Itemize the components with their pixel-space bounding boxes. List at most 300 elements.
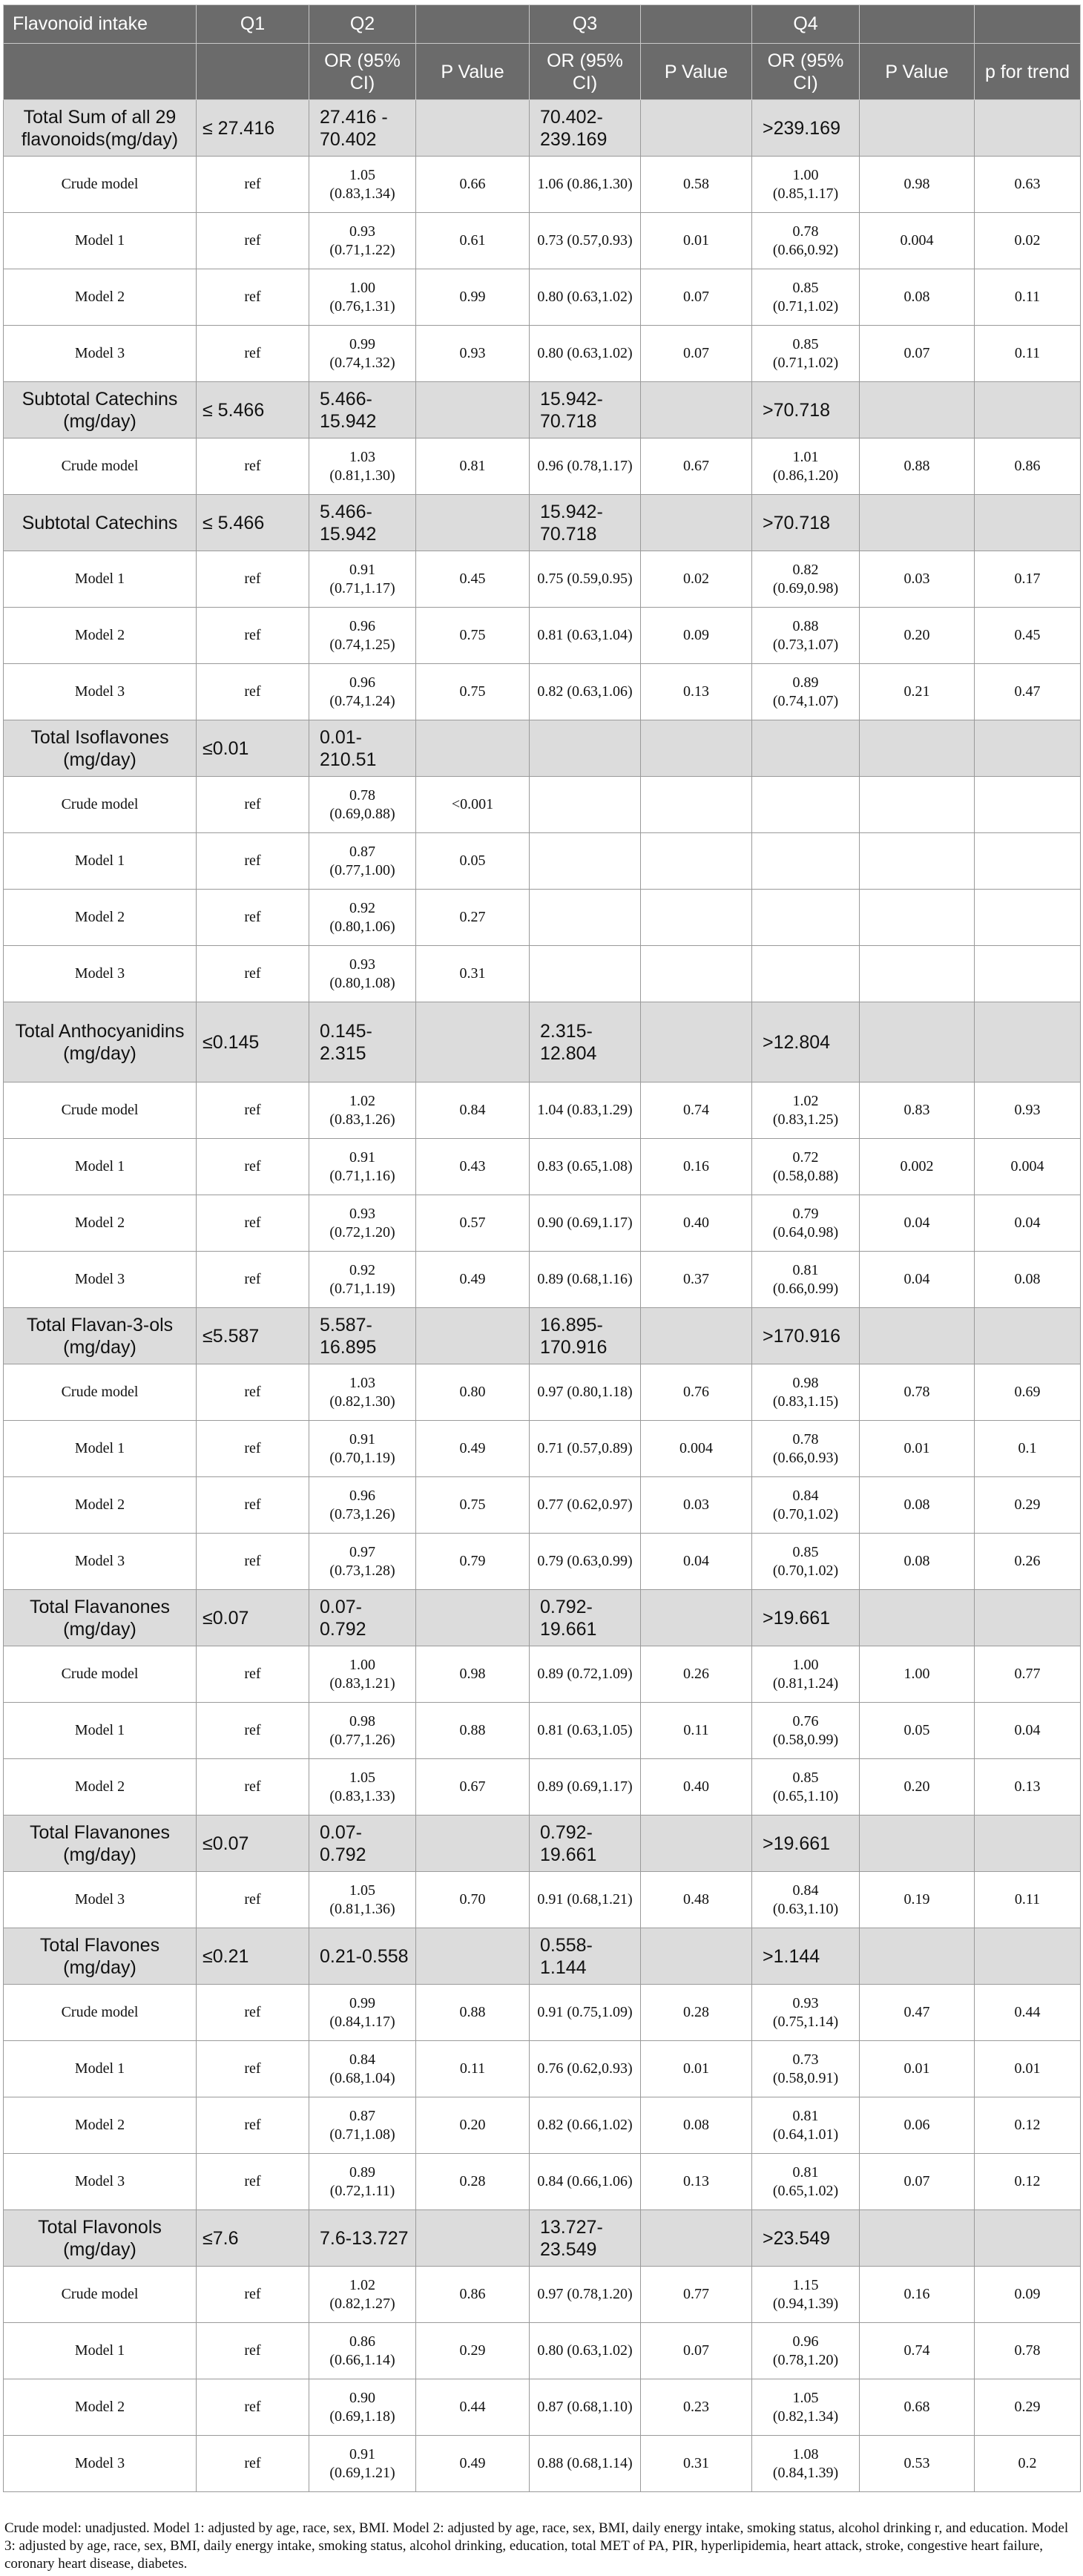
section-q3-or: 0.792- 19.661 bbox=[530, 1590, 641, 1646]
cell-q2-p: 0.45 bbox=[416, 551, 530, 608]
section-q4-or: >1.144 bbox=[752, 1928, 860, 1985]
cell-q4-or: 0.73 (0.58,0.91) bbox=[752, 2041, 860, 2097]
table-row bbox=[4, 664, 1081, 720]
cell-label: Model 3 bbox=[4, 326, 197, 382]
cell-p-trend: 0.08 bbox=[975, 1252, 1081, 1308]
cell-q2-or: 0.86 (0.66,1.14) bbox=[309, 2323, 416, 2379]
cell-q1: ref bbox=[197, 1477, 309, 1534]
section-row bbox=[4, 2210, 1081, 2267]
cell-p-trend: 0.69 bbox=[975, 1364, 1081, 1421]
section-q2-or: 0.07- 0.792 bbox=[309, 1816, 416, 1872]
cell-q3-or: 0.71 (0.57,0.89) bbox=[530, 1421, 641, 1477]
cell-q2-p: 0.11 bbox=[416, 2041, 530, 2097]
cell-label: Model 2 bbox=[4, 1195, 197, 1252]
cell-p-trend: 0.11 bbox=[975, 1872, 1081, 1928]
cell-label: Crude model bbox=[4, 1364, 197, 1421]
cell-q1: ref bbox=[197, 326, 309, 382]
header-q4-p: P Value bbox=[860, 44, 975, 100]
cell-q4-p: 0.47 bbox=[860, 1985, 975, 2041]
cell-q3-p: 0.07 bbox=[641, 269, 752, 326]
cell-label: Crude model bbox=[4, 1082, 197, 1139]
cell-q2-p: 0.75 bbox=[416, 1477, 530, 1534]
cell-label: Model 3 bbox=[4, 1252, 197, 1308]
cell-q3-or: 0.97 (0.78,1.20) bbox=[530, 2267, 641, 2323]
cell-q1: ref bbox=[197, 1985, 309, 2041]
section-q2-p bbox=[416, 2210, 530, 2267]
cell-q4-p: 1.00 bbox=[860, 1646, 975, 1703]
cell-q2-or: 1.05 (0.81,1.36) bbox=[309, 1872, 416, 1928]
cell-q2-p: <0.001 bbox=[416, 777, 530, 833]
section-q3-or: 15.942- 70.718 bbox=[530, 495, 641, 551]
cell-q4-or bbox=[752, 777, 860, 833]
cell-q4-or: 1.15 (0.94,1.39) bbox=[752, 2267, 860, 2323]
cell-p-trend: 0.77 bbox=[975, 1646, 1081, 1703]
header-q4-blank bbox=[860, 5, 975, 44]
cell-q1: ref bbox=[197, 2379, 309, 2436]
section-q1: ≤ 27.416 bbox=[197, 100, 309, 157]
cell-q2-p: 0.49 bbox=[416, 2436, 530, 2492]
table-row bbox=[4, 1477, 1081, 1534]
cell-p-trend: 0.12 bbox=[975, 2097, 1081, 2154]
cell-q4-p: 0.19 bbox=[860, 1872, 975, 1928]
table-row bbox=[4, 213, 1081, 269]
cell-p-trend: 0.78 bbox=[975, 2323, 1081, 2379]
section-q4-p bbox=[860, 2210, 975, 2267]
cell-q2-p: 0.20 bbox=[416, 2097, 530, 2154]
cell-q2-or: 0.96 (0.73,1.26) bbox=[309, 1477, 416, 1534]
cell-q3-or: 0.88 (0.68,1.14) bbox=[530, 2436, 641, 2492]
cell-label: Model 1 bbox=[4, 1703, 197, 1759]
cell-q1: ref bbox=[197, 777, 309, 833]
cell-q4-or: 0.98 (0.83,1.15) bbox=[752, 1364, 860, 1421]
section-q1: ≤0.01 bbox=[197, 720, 309, 777]
header-flavonoid-intake: Flavonoid intake bbox=[4, 5, 197, 44]
cell-q3-or: 0.89 (0.69,1.17) bbox=[530, 1759, 641, 1816]
cell-p-trend: 0.17 bbox=[975, 551, 1081, 608]
cell-q2-or: 0.99 (0.84,1.17) bbox=[309, 1985, 416, 2041]
cell-q2-p: 0.28 bbox=[416, 2154, 530, 2210]
cell-q1: ref bbox=[197, 551, 309, 608]
cell-q4-or: 0.72 (0.58,0.88) bbox=[752, 1139, 860, 1195]
cell-q3-p: 0.58 bbox=[641, 157, 752, 213]
cell-q2-p: 0.88 bbox=[416, 1703, 530, 1759]
section-q4-p bbox=[860, 1002, 975, 1082]
cell-p-trend: 0.13 bbox=[975, 1759, 1081, 1816]
table-row bbox=[4, 438, 1081, 495]
cell-p-trend: 0.47 bbox=[975, 664, 1081, 720]
cell-q4-or: 1.02 (0.83,1.25) bbox=[752, 1082, 860, 1139]
cell-p-trend: 0.45 bbox=[975, 608, 1081, 664]
cell-q3-or: 0.81 (0.63,1.04) bbox=[530, 608, 641, 664]
cell-q4-or: 0.85 (0.70,1.02) bbox=[752, 1534, 860, 1590]
cell-q1: ref bbox=[197, 2436, 309, 2492]
table-row bbox=[4, 1872, 1081, 1928]
cell-q2-p: 0.80 bbox=[416, 1364, 530, 1421]
cell-q2-p: 0.99 bbox=[416, 269, 530, 326]
header-q2: Q2 bbox=[309, 5, 416, 44]
cell-label: Model 1 bbox=[4, 2041, 197, 2097]
cell-q4-or: 0.85 (0.71,1.02) bbox=[752, 326, 860, 382]
cell-q4-p: 0.004 bbox=[860, 213, 975, 269]
cell-q2-or: 0.98 (0.77,1.26) bbox=[309, 1703, 416, 1759]
section-q2-p bbox=[416, 1590, 530, 1646]
cell-q2-or: 1.00 (0.83,1.21) bbox=[309, 1646, 416, 1703]
cell-label: Model 3 bbox=[4, 2154, 197, 2210]
cell-q2-p: 0.61 bbox=[416, 213, 530, 269]
cell-q2-or: 0.92 (0.80,1.06) bbox=[309, 890, 416, 946]
section-q4-or: >239.169 bbox=[752, 100, 860, 157]
cell-q3-p: 0.37 bbox=[641, 1252, 752, 1308]
section-q4-or: >12.804 bbox=[752, 1002, 860, 1082]
cell-q4-or: 0.84 (0.70,1.02) bbox=[752, 1477, 860, 1534]
section-row bbox=[4, 720, 1081, 777]
cell-q4-or bbox=[752, 833, 860, 890]
table-row bbox=[4, 1252, 1081, 1308]
cell-q3-p: 0.03 bbox=[641, 1477, 752, 1534]
cell-q1: ref bbox=[197, 1872, 309, 1928]
cell-p-trend: 0.63 bbox=[975, 157, 1081, 213]
section-p-trend bbox=[975, 1002, 1081, 1082]
section-p-trend bbox=[975, 720, 1081, 777]
section-q2-p bbox=[416, 382, 530, 438]
section-row bbox=[4, 1002, 1081, 1082]
cell-q1: ref bbox=[197, 438, 309, 495]
cell-q2-or: 0.91 (0.71,1.17) bbox=[309, 551, 416, 608]
cell-q2-or: 1.05 (0.83,1.34) bbox=[309, 157, 416, 213]
section-q4-p bbox=[860, 1816, 975, 1872]
cell-q3-p: 0.004 bbox=[641, 1421, 752, 1477]
cell-q2-p: 0.88 bbox=[416, 1985, 530, 2041]
cell-q2-or: 0.87 (0.77,1.00) bbox=[309, 833, 416, 890]
header-q3: Q3 bbox=[530, 5, 641, 44]
cell-q4-p: 0.88 bbox=[860, 438, 975, 495]
section-label: Total Sum of all 29 flavonoids(mg/day) bbox=[4, 100, 197, 157]
table-row bbox=[4, 890, 1081, 946]
cell-label: Model 2 bbox=[4, 2379, 197, 2436]
cell-q3-p: 0.40 bbox=[641, 1759, 752, 1816]
cell-q4-p: 0.78 bbox=[860, 1364, 975, 1421]
cell-q4-p: 0.08 bbox=[860, 269, 975, 326]
cell-label: Model 3 bbox=[4, 2436, 197, 2492]
header-q2-p: P Value bbox=[416, 44, 530, 100]
cell-q3-or: 0.82 (0.66,1.02) bbox=[530, 2097, 641, 2154]
header-q2-or: OR (95% CI) bbox=[309, 44, 416, 100]
cell-q3-or bbox=[530, 833, 641, 890]
cell-q4-p: 0.04 bbox=[860, 1195, 975, 1252]
cell-q3-p: 0.11 bbox=[641, 1703, 752, 1759]
section-q4-or: >70.718 bbox=[752, 382, 860, 438]
cell-label: Crude model bbox=[4, 1985, 197, 2041]
cell-q2-or: 1.05 (0.83,1.33) bbox=[309, 1759, 416, 1816]
section-q3-p bbox=[641, 2210, 752, 2267]
cell-p-trend: 0.29 bbox=[975, 1477, 1081, 1534]
section-q2-p bbox=[416, 720, 530, 777]
cell-q4-p: 0.16 bbox=[860, 2267, 975, 2323]
section-label: Total Isoflavones (mg/day) bbox=[4, 720, 197, 777]
table-header bbox=[4, 5, 1081, 100]
section-p-trend bbox=[975, 1590, 1081, 1646]
cell-q2-p: 0.31 bbox=[416, 946, 530, 1002]
cell-q1: ref bbox=[197, 1139, 309, 1195]
section-q4-p bbox=[860, 1928, 975, 1985]
section-q2-p bbox=[416, 1308, 530, 1364]
header-q1: Q1 bbox=[197, 5, 309, 44]
cell-p-trend: 0.01 bbox=[975, 2041, 1081, 2097]
cell-label: Model 1 bbox=[4, 833, 197, 890]
section-label: Subtotal Catechins (mg/day) bbox=[4, 382, 197, 438]
cell-q4-p: 0.03 bbox=[860, 551, 975, 608]
section-q3-p bbox=[641, 382, 752, 438]
table-row bbox=[4, 2154, 1081, 2210]
cell-label: Crude model bbox=[4, 157, 197, 213]
section-row bbox=[4, 100, 1081, 157]
cell-q1: ref bbox=[197, 1082, 309, 1139]
cell-q2-p: 0.49 bbox=[416, 1252, 530, 1308]
section-label: Total Flavones (mg/day) bbox=[4, 1928, 197, 1985]
section-p-trend bbox=[975, 1308, 1081, 1364]
cell-q3-p: 0.04 bbox=[641, 1534, 752, 1590]
cell-q4-p: 0.68 bbox=[860, 2379, 975, 2436]
cell-label: Model 2 bbox=[4, 1759, 197, 1816]
cell-q3-or: 0.83 (0.65,1.08) bbox=[530, 1139, 641, 1195]
section-q4-p bbox=[860, 100, 975, 157]
cell-label: Crude model bbox=[4, 438, 197, 495]
cell-q3-p: 0.26 bbox=[641, 1646, 752, 1703]
section-q3-or: 13.727- 23.549 bbox=[530, 2210, 641, 2267]
table-footnote: Crude model: unadjusted. Model 1: adjusted by age, race, sex, BMI. Model 2: adjusted by age, race, sex, BMI, daily energy intake, smoking status, alcohol drinking r, and education. Model 3: adjusted by age, race, sex, BMI, daily energy intake, smoking status, alcohol drinking, education, total MET of PA, PIR, hyperlipidemia, heart attack, stroke, congestive heart failure, coronary heart disease, diabetes. bbox=[4, 2520, 1069, 2572]
cell-q1: ref bbox=[197, 1703, 309, 1759]
section-q3-p bbox=[641, 1928, 752, 1985]
cell-q2-p: 0.98 bbox=[416, 1646, 530, 1703]
section-q4-or bbox=[752, 720, 860, 777]
cell-p-trend bbox=[975, 946, 1081, 1002]
cell-p-trend: 0.12 bbox=[975, 2154, 1081, 2210]
header-row-metrics bbox=[4, 44, 1081, 100]
cell-q1: ref bbox=[197, 608, 309, 664]
header-blank-1 bbox=[197, 44, 309, 100]
cell-p-trend: 0.2 bbox=[975, 2436, 1081, 2492]
cell-q1: ref bbox=[197, 890, 309, 946]
cell-q4-p: 0.01 bbox=[860, 1421, 975, 1477]
cell-q3-p bbox=[641, 946, 752, 1002]
cell-q4-p: 0.05 bbox=[860, 1703, 975, 1759]
cell-q3-or: 0.84 (0.66,1.06) bbox=[530, 2154, 641, 2210]
section-q4-p bbox=[860, 1590, 975, 1646]
cell-q4-p: 0.07 bbox=[860, 2154, 975, 2210]
cell-label: Model 2 bbox=[4, 890, 197, 946]
cell-q4-or: 0.81 (0.66,0.99) bbox=[752, 1252, 860, 1308]
table-row bbox=[4, 777, 1081, 833]
table-row bbox=[4, 2097, 1081, 2154]
section-row bbox=[4, 495, 1081, 551]
cell-q2-p: 0.49 bbox=[416, 1421, 530, 1477]
cell-label: Model 2 bbox=[4, 2097, 197, 2154]
section-q2-or: 7.6-13.727 bbox=[309, 2210, 416, 2267]
table-row bbox=[4, 2436, 1081, 2492]
cell-q2-p: 0.75 bbox=[416, 608, 530, 664]
section-q3-or bbox=[530, 720, 641, 777]
cell-q2-or: 0.89 (0.72,1.11) bbox=[309, 2154, 416, 2210]
table-row bbox=[4, 833, 1081, 890]
section-q4-or: >19.661 bbox=[752, 1590, 860, 1646]
section-q2-p bbox=[416, 1002, 530, 1082]
cell-q4-or: 0.81 (0.65,1.02) bbox=[752, 2154, 860, 2210]
cell-p-trend: 0.04 bbox=[975, 1195, 1081, 1252]
cell-q2-p: 0.86 bbox=[416, 2267, 530, 2323]
cell-q2-or: 0.87 (0.71,1.08) bbox=[309, 2097, 416, 2154]
section-q2-p bbox=[416, 495, 530, 551]
table-row bbox=[4, 1646, 1081, 1703]
cell-label: Model 1 bbox=[4, 1421, 197, 1477]
section-q2-or: 0.145- 2.315 bbox=[309, 1002, 416, 1082]
cell-q3-or: 0.80 (0.63,1.02) bbox=[530, 2323, 641, 2379]
section-p-trend bbox=[975, 100, 1081, 157]
cell-q4-p: 0.20 bbox=[860, 608, 975, 664]
cell-q4-or: 0.85 (0.65,1.10) bbox=[752, 1759, 860, 1816]
cell-p-trend: 0.11 bbox=[975, 326, 1081, 382]
table-row bbox=[4, 1195, 1081, 1252]
cell-q4-or: 0.84 (0.63,1.10) bbox=[752, 1872, 860, 1928]
section-q4-or: >23.549 bbox=[752, 2210, 860, 2267]
cell-p-trend bbox=[975, 777, 1081, 833]
cell-q1: ref bbox=[197, 664, 309, 720]
header-row-quartiles bbox=[4, 5, 1081, 44]
cell-q4-p: 0.98 bbox=[860, 157, 975, 213]
cell-q3-p bbox=[641, 890, 752, 946]
cell-label: Model 3 bbox=[4, 664, 197, 720]
cell-p-trend: 0.09 bbox=[975, 2267, 1081, 2323]
cell-q2-p: 0.43 bbox=[416, 1139, 530, 1195]
cell-q4-p: 0.002 bbox=[860, 1139, 975, 1195]
section-label: Total Flavanones (mg/day) bbox=[4, 1816, 197, 1872]
cell-q4-p: 0.07 bbox=[860, 326, 975, 382]
cell-q4-or: 0.78 (0.66,0.92) bbox=[752, 213, 860, 269]
section-label: Total Flavanones (mg/day) bbox=[4, 1590, 197, 1646]
cell-p-trend: 0.86 bbox=[975, 438, 1081, 495]
cell-q1: ref bbox=[197, 2267, 309, 2323]
cell-q3-or bbox=[530, 890, 641, 946]
header-q4: Q4 bbox=[752, 5, 860, 44]
section-q1: ≤0.145 bbox=[197, 1002, 309, 1082]
cell-q2-or: 0.91 (0.69,1.21) bbox=[309, 2436, 416, 2492]
cell-q4-or: 0.82 (0.69,0.98) bbox=[752, 551, 860, 608]
section-row bbox=[4, 1590, 1081, 1646]
cell-q3-p: 0.23 bbox=[641, 2379, 752, 2436]
table-row bbox=[4, 608, 1081, 664]
table-body bbox=[4, 100, 1081, 2492]
cell-q2-or: 0.97 (0.73,1.28) bbox=[309, 1534, 416, 1590]
header-q3-blank bbox=[641, 5, 752, 44]
cell-p-trend: 0.02 bbox=[975, 213, 1081, 269]
table-row bbox=[4, 326, 1081, 382]
section-q3-or: 2.315- 12.804 bbox=[530, 1002, 641, 1082]
cell-q3-or: 1.04 (0.83,1.29) bbox=[530, 1082, 641, 1139]
cell-q4-or: 0.79 (0.64,0.98) bbox=[752, 1195, 860, 1252]
section-q2-or: 27.416 - 70.402 bbox=[309, 100, 416, 157]
cell-q4-p: 0.08 bbox=[860, 1477, 975, 1534]
table-row bbox=[4, 2267, 1081, 2323]
section-q4-p bbox=[860, 720, 975, 777]
cell-q2-or: 0.90 (0.69,1.18) bbox=[309, 2379, 416, 2436]
cell-q4-p bbox=[860, 833, 975, 890]
cell-q3-p: 0.16 bbox=[641, 1139, 752, 1195]
cell-q4-or: 0.88 (0.73,1.07) bbox=[752, 608, 860, 664]
cell-q3-p: 0.01 bbox=[641, 2041, 752, 2097]
cell-q4-p: 0.20 bbox=[860, 1759, 975, 1816]
section-q1: ≤0.07 bbox=[197, 1816, 309, 1872]
cell-label: Model 1 bbox=[4, 1139, 197, 1195]
section-q3-or: 0.558- 1.144 bbox=[530, 1928, 641, 1985]
section-label: Total Flavan-3-ols (mg/day) bbox=[4, 1308, 197, 1364]
section-q1: ≤0.07 bbox=[197, 1590, 309, 1646]
cell-label: Model 2 bbox=[4, 1477, 197, 1534]
cell-q1: ref bbox=[197, 213, 309, 269]
cell-q1: ref bbox=[197, 1646, 309, 1703]
section-q4-or: >70.718 bbox=[752, 495, 860, 551]
section-q2-p bbox=[416, 1816, 530, 1872]
section-q2-p bbox=[416, 1928, 530, 1985]
cell-q4-or: 0.76 (0.58,0.99) bbox=[752, 1703, 860, 1759]
cell-q3-or: 0.77 (0.62,0.97) bbox=[530, 1477, 641, 1534]
cell-q4-p: 0.04 bbox=[860, 1252, 975, 1308]
cell-q1: ref bbox=[197, 1421, 309, 1477]
section-q4-p bbox=[860, 382, 975, 438]
table-row bbox=[4, 2379, 1081, 2436]
section-q3-p bbox=[641, 720, 752, 777]
cell-p-trend: 0.29 bbox=[975, 2379, 1081, 2436]
section-q1: ≤ 5.466 bbox=[197, 382, 309, 438]
cell-q3-p: 0.07 bbox=[641, 2323, 752, 2379]
section-row bbox=[4, 1816, 1081, 1872]
cell-label: Model 1 bbox=[4, 213, 197, 269]
section-q2-p bbox=[416, 100, 530, 157]
cell-q4-or: 0.81 (0.64,1.01) bbox=[752, 2097, 860, 2154]
section-q3-or: 0.792- 19.661 bbox=[530, 1816, 641, 1872]
cell-q2-p: 0.05 bbox=[416, 833, 530, 890]
cell-q4-p: 0.21 bbox=[860, 664, 975, 720]
section-row bbox=[4, 1928, 1081, 1985]
cell-q3-or: 0.76 (0.62,0.93) bbox=[530, 2041, 641, 2097]
cell-q4-or: 1.00 (0.81,1.24) bbox=[752, 1646, 860, 1703]
cell-q3-p: 0.31 bbox=[641, 2436, 752, 2492]
section-q3-or: 70.402- 239.169 bbox=[530, 100, 641, 157]
cell-p-trend: 0.93 bbox=[975, 1082, 1081, 1139]
cell-q3-or: 0.73 (0.57,0.93) bbox=[530, 213, 641, 269]
table-row bbox=[4, 946, 1081, 1002]
cell-q2-or: 0.93 (0.72,1.20) bbox=[309, 1195, 416, 1252]
cell-p-trend: 0.44 bbox=[975, 1985, 1081, 2041]
section-p-trend bbox=[975, 1928, 1081, 1985]
cell-q2-or: 0.96 (0.74,1.25) bbox=[309, 608, 416, 664]
cell-q3-or: 0.80 (0.63,1.02) bbox=[530, 269, 641, 326]
section-q3-or: 15.942- 70.718 bbox=[530, 382, 641, 438]
cell-q4-p: 0.01 bbox=[860, 2041, 975, 2097]
section-q3-p bbox=[641, 100, 752, 157]
cell-q3-or bbox=[530, 946, 641, 1002]
section-q3-p bbox=[641, 1816, 752, 1872]
cell-p-trend bbox=[975, 833, 1081, 890]
cell-q3-or: 0.82 (0.63,1.06) bbox=[530, 664, 641, 720]
section-q3-p bbox=[641, 495, 752, 551]
cell-q3-or: 0.87 (0.68,1.10) bbox=[530, 2379, 641, 2436]
cell-q1: ref bbox=[197, 2097, 309, 2154]
section-q2-or: 5.466- 15.942 bbox=[309, 495, 416, 551]
section-q2-or: 0.21-0.558 bbox=[309, 1928, 416, 1985]
cell-q3-p: 0.40 bbox=[641, 1195, 752, 1252]
section-p-trend bbox=[975, 2210, 1081, 2267]
cell-q2-or: 0.96 (0.74,1.24) bbox=[309, 664, 416, 720]
table-row bbox=[4, 1082, 1081, 1139]
